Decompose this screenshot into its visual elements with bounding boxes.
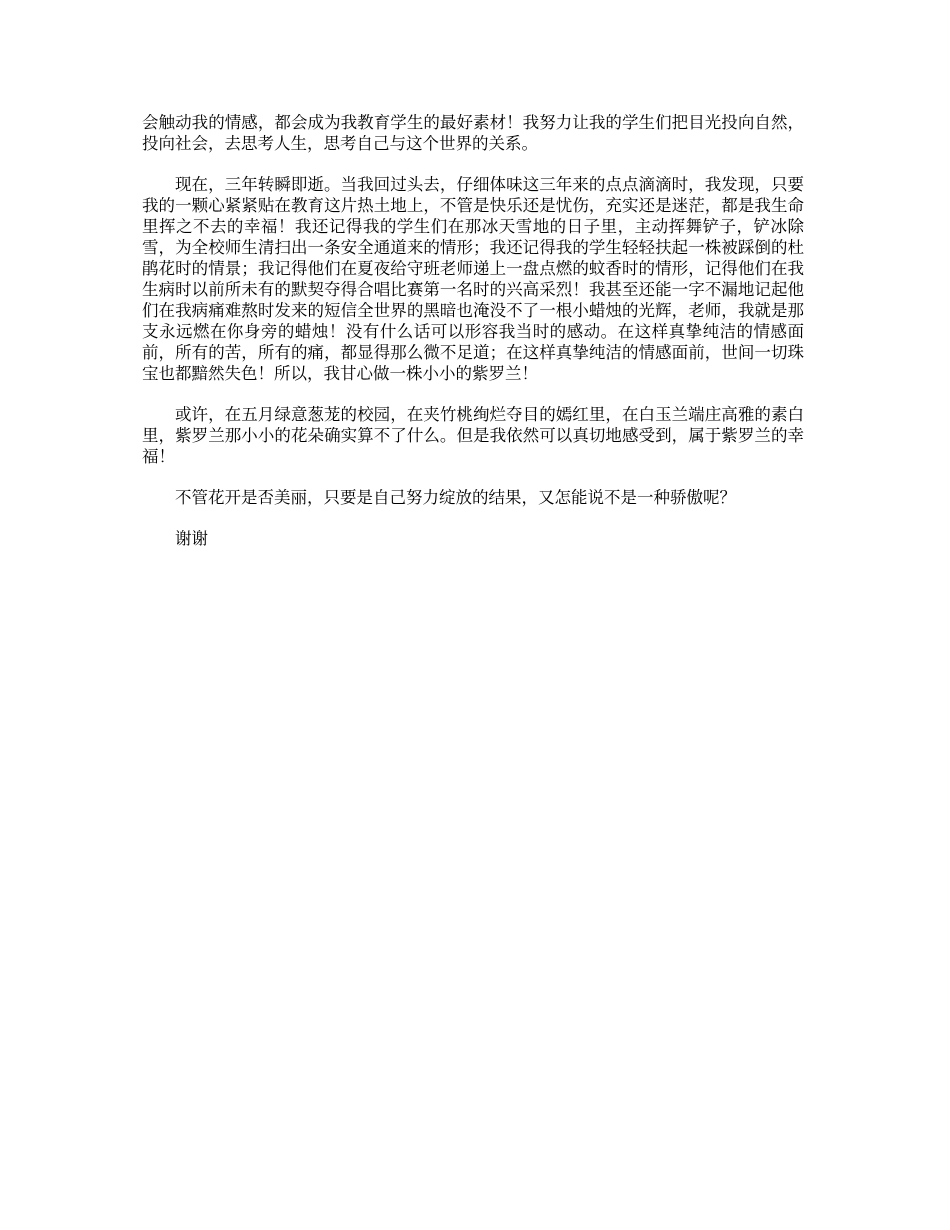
paragraph-1: 会触动我的情感，都会成为我教育学生的最好素材！我努力让我的学生们把目光投向自然，投向社会，去思考人生，思考自己与这个世界的关系。	[142, 113, 804, 153]
paragraph-3: 或许，在五月绿意葱茏的校园，在夹竹桃绚烂夺目的嫣红里，在白玉兰端庄高雅的素白里，紫罗兰那小小的花朵确实算不了什么。但是我依然可以真切地感受到，属于紫罗兰的幸福！	[142, 405, 804, 466]
paragraph-closing: 谢谢	[175, 529, 208, 548]
paragraph-2: 现在，三年转瞬即逝。当我回过头去，仔细体味这三年来的点点滴滴时，我发现，只要我的一颗心紧紧贴在教育这片热土地上，不管是快乐还是忧伤，充实还是迷茫，都是我生命里挥之不去的幸福！我还记得我的学生们在那冰天雪地的日子里，主动挥舞铲子，铲冰除雪，为全校师生清扫出一条安全通道来的情形；我还记得我的学生轻轻扶起一株被踩倒的杜鹃花时的情景；我记得他们在夏夜给守班老师递上一盘点燃的蚊香时的情形，记得他们在我生病时以前所未有的默契夺得合唱比赛第一名时的兴高采烈！我甚至还能一字不漏地记起他们在我病痛难熬时发来的短信全世界的黑暗也淹没不了一根小蜡烛的光辉，老师，我就是那支永远燃在你身旁的蜡烛！没有什么话可以形容我当时的感动。在这样真挚纯洁的情感面前，所有的苦，所有的痛，都显得那么微不足道；在这样真挚纯洁的情感面前，世间一切珠宝也都黯然失色！所以，我甘心做一株小小的紫罗兰！	[142, 175, 804, 383]
document-body	[142, 112, 804, 569]
paragraph-4: 不管花开是否美丽，只要是自己努力绽放的结果，又怎能说不是一种骄傲呢？	[175, 488, 736, 507]
